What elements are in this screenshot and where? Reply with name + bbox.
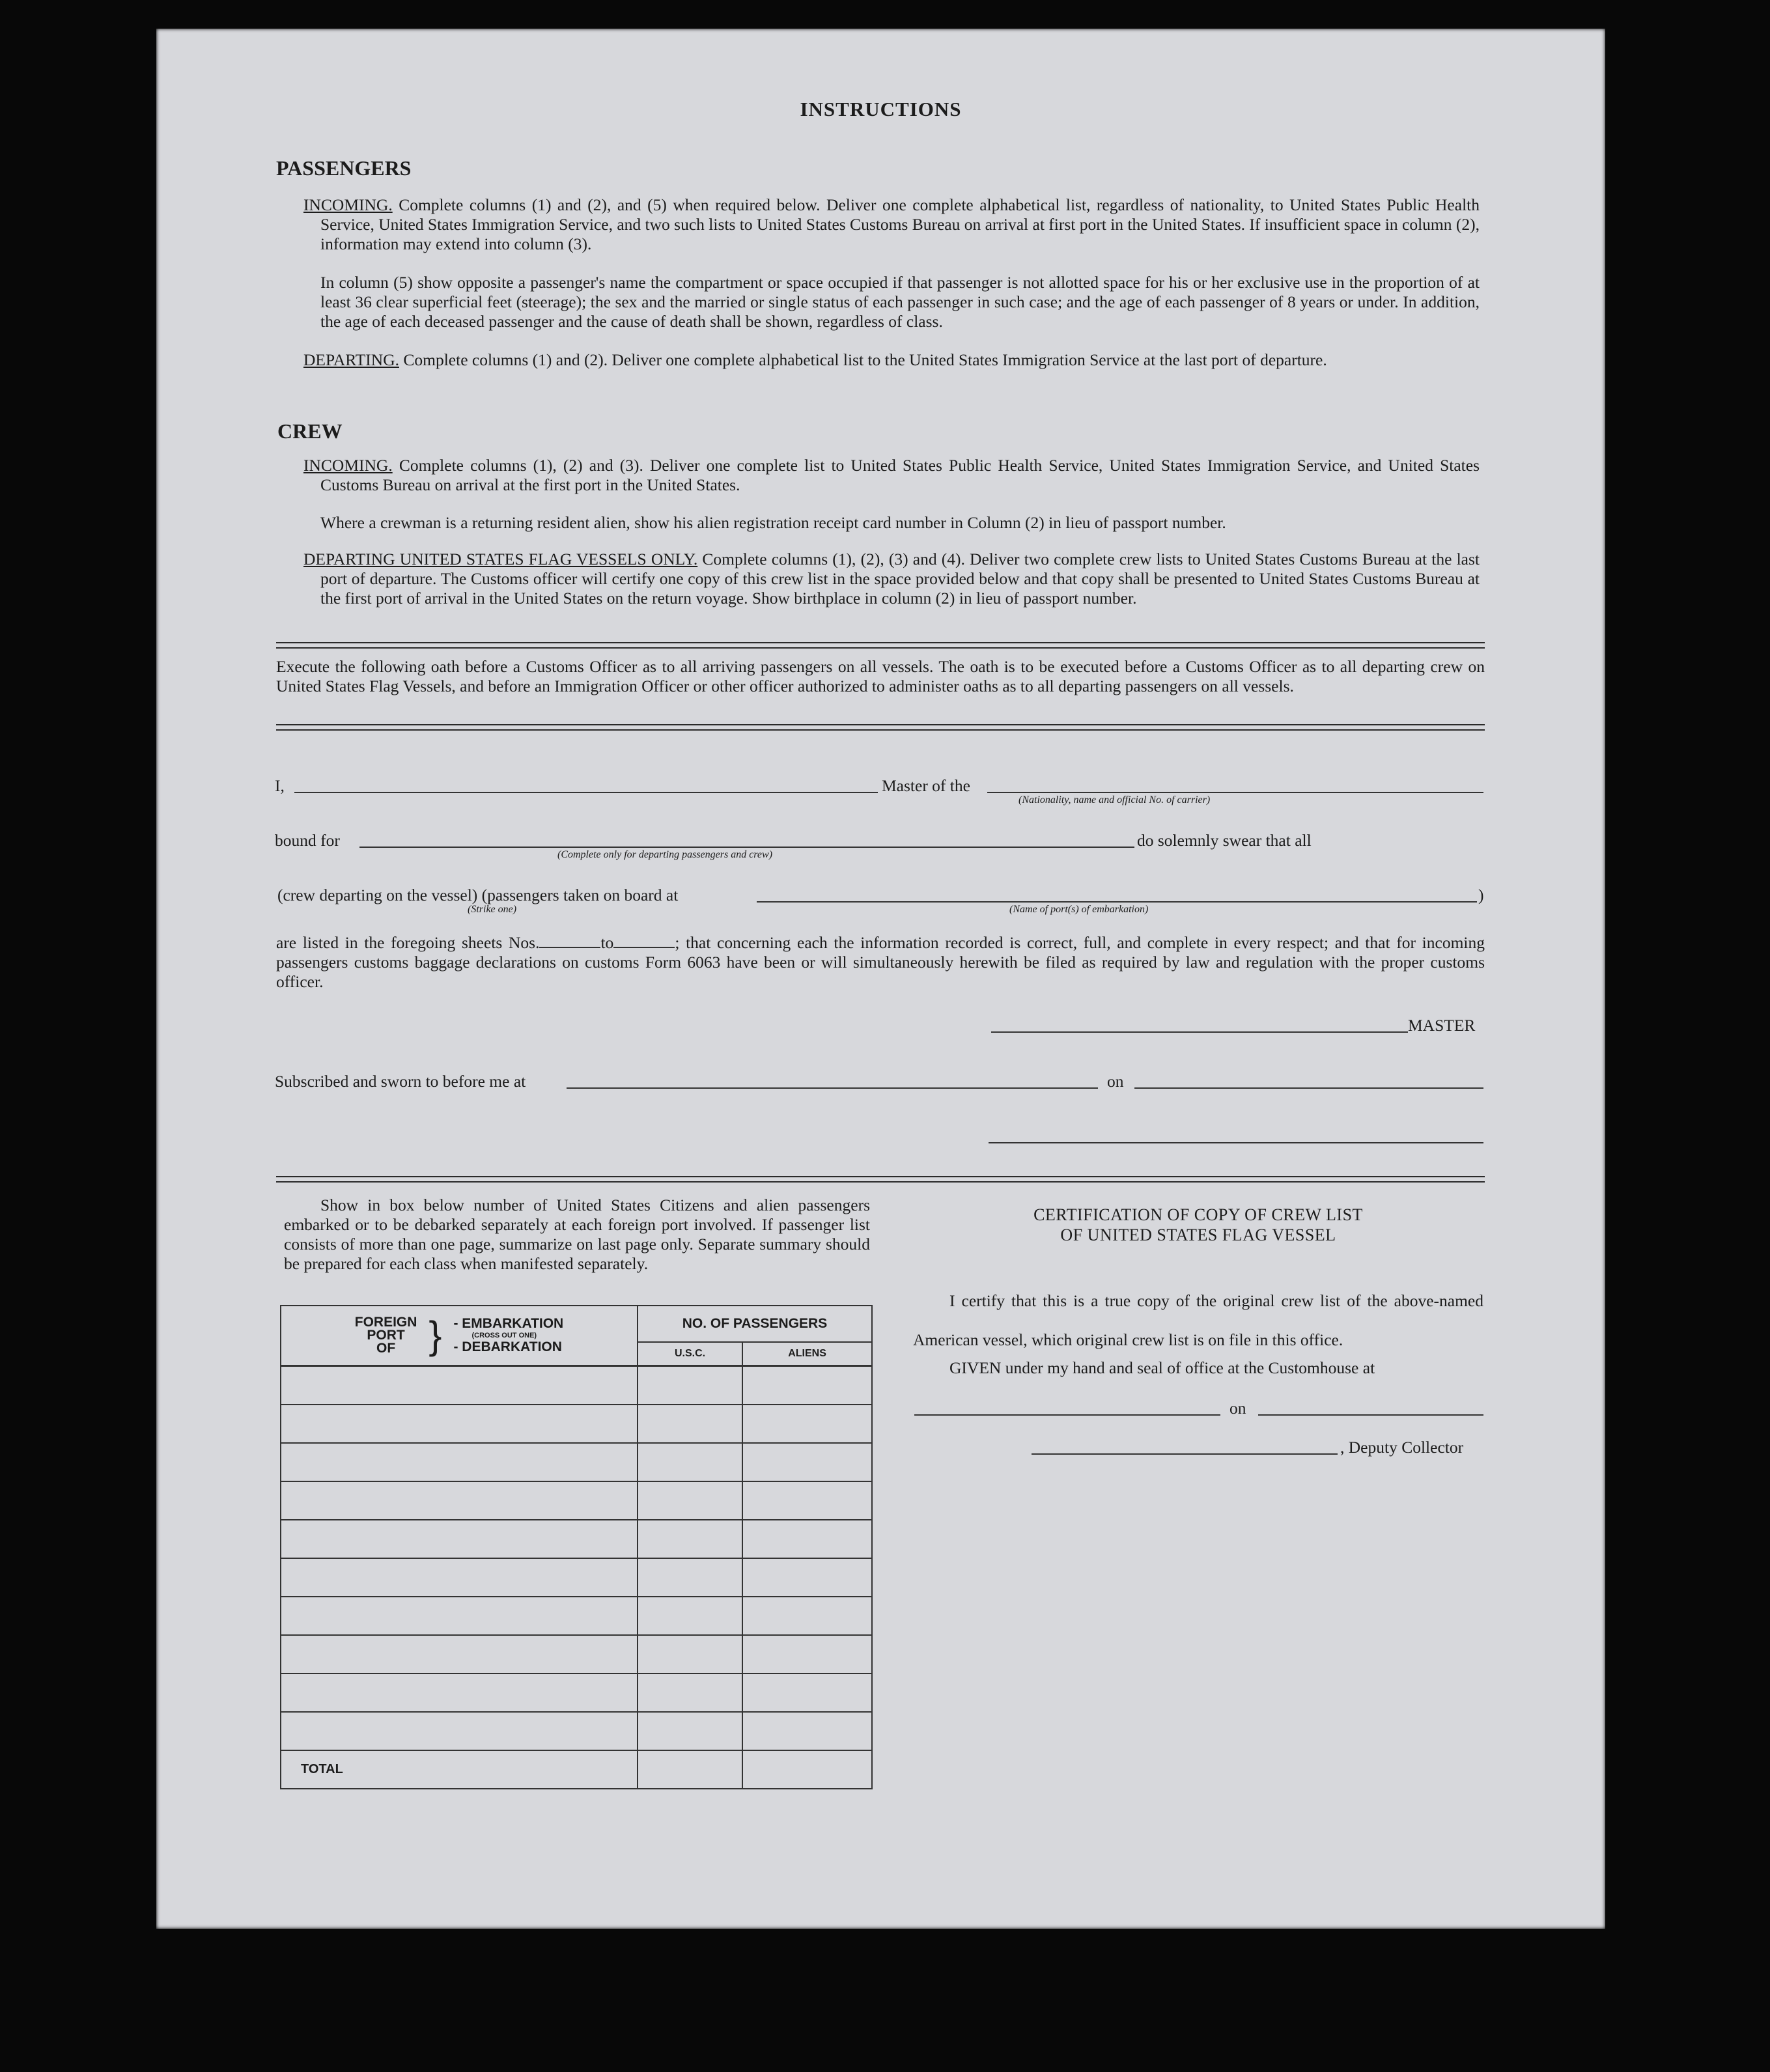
aliens-cell[interactable] [742, 1481, 872, 1520]
brace-icon: } [428, 1313, 442, 1357]
certification-heading-line1: CERTIFICATION OF COPY OF CREW LIST [1033, 1205, 1363, 1224]
crew-departing-label: DEPARTING UNITED STATES FLAG VESSELS ONLY. [303, 550, 698, 568]
summary-note: Show in box below number of United States Citizens and alien passengers embarked or to be debarked separately at each foreign port involved. If passenger list consists of more than one page, summarize on last page only. Separate summary should be prepared for each class when manifested separately. [284, 1196, 870, 1273]
aliens-cell[interactable] [742, 1520, 872, 1558]
deputy-collector: , Deputy Collector [1340, 1438, 1464, 1457]
passenger-summary-table [280, 1305, 873, 1789]
crew-departing-text: Complete columns (1), (2), (3) and (4). Deliver two complete crew lists to United States Customs Bureau at the last port of departure. The Customs officer will certify one copy of this crew list in the space provided below and that copy shall be presented to United States Customs Bureau at the first port of arrival in the United States on the return voyage. Show birthplace in column (2) in lieu of passport number. [320, 550, 1480, 608]
sworn-on: on [1107, 1072, 1124, 1091]
port-hint: (Name of port(s) of embarkation) [1009, 904, 1149, 915]
port-cell[interactable] [281, 1481, 638, 1520]
port-cell[interactable] [281, 1597, 638, 1635]
port-cell[interactable] [281, 1673, 638, 1712]
table-row [281, 1366, 872, 1405]
instructions-title: INSTRUCTIONS [800, 98, 962, 120]
listed-paragraph [276, 932, 1485, 992]
usc-cell[interactable] [638, 1481, 742, 1520]
bound-for-line[interactable] [359, 847, 1134, 848]
subscribed-text: Subscribed and sworn to before me at [275, 1072, 526, 1091]
listed-to: to [600, 933, 614, 952]
divider-double [276, 724, 1485, 731]
sworn-place-line[interactable] [567, 1087, 1098, 1089]
port-cell[interactable] [281, 1712, 638, 1750]
strike-one-hint: (Strike one) [468, 904, 517, 915]
certification-heading [892, 1205, 1504, 1245]
carrier-hint: (Nationality, name and official No. of carrier) [1018, 794, 1211, 805]
usc-cell[interactable] [638, 1558, 742, 1597]
port-cell[interactable] [281, 1558, 638, 1597]
table-row [281, 1635, 872, 1673]
master-signature-line[interactable] [991, 1031, 1408, 1033]
foreign-port-of: FOREIGN PORT OF [354, 1315, 417, 1356]
debarkation-label: - DEBARKATION [453, 1339, 562, 1354]
crew-incoming-paragraph [303, 456, 1480, 495]
crew-passengers-text: (crew departing on the vessel) (passengers taken on board at [277, 886, 679, 904]
aliens-cell[interactable] [742, 1597, 872, 1635]
aliens-cell[interactable] [742, 1635, 872, 1673]
table-row [281, 1443, 872, 1481]
crew-heading: CREW [277, 419, 343, 443]
table-row [281, 1405, 872, 1443]
usc-cell[interactable] [638, 1520, 742, 1558]
table-row [281, 1481, 872, 1520]
aliens-cell[interactable] [742, 1558, 872, 1597]
master-of-the: Master of the [882, 776, 970, 795]
aliens-cell[interactable] [742, 1673, 872, 1712]
carrier-line[interactable] [987, 792, 1483, 793]
port-cell[interactable] [281, 1405, 638, 1443]
total-label: TOTAL [281, 1750, 638, 1789]
usc-header: U.S.C. [638, 1342, 742, 1366]
table-row [281, 1673, 872, 1712]
listed-text-b: ; that concerning each the information recorded is correct, full, and complete in every respect; and that for incoming passengers customs baggage declarations on customs Form 6063 have been or will simultaneously herewith be filed as required by law and regulation with the proper customs officer. [276, 933, 1485, 991]
passengers-departing-text: Complete columns (1) and (2). Deliver one complete alphabetical list to the United States Immigration Service at the last port of departure. [399, 350, 1327, 369]
table-row [281, 1712, 872, 1750]
port-cell[interactable] [281, 1443, 638, 1481]
aliens-header: ALIENS [742, 1342, 872, 1366]
port-header [281, 1306, 638, 1366]
port-cell[interactable] [281, 1520, 638, 1558]
usc-cell[interactable] [638, 1673, 742, 1712]
bound-hint: (Complete only for departing passengers and crew) [557, 849, 773, 860]
form-sheet [156, 29, 1605, 1929]
bound-for: bound for [275, 831, 340, 850]
usc-cell[interactable] [638, 1597, 742, 1635]
total-row [281, 1750, 872, 1789]
embarkation-port-line[interactable] [757, 901, 1477, 903]
aliens-cell[interactable] [742, 1366, 872, 1405]
master-name-line[interactable] [294, 792, 878, 793]
master-label: MASTER [1408, 1016, 1476, 1035]
passengers-departing-paragraph [303, 350, 1480, 370]
cross-out-hint: (CROSS OUT ONE) [471, 1332, 537, 1339]
customhouse-line[interactable] [914, 1414, 1220, 1416]
passengers-departing-label: DEPARTING. [303, 350, 399, 369]
divider-double [276, 1176, 1485, 1183]
sheet-from-line[interactable] [539, 932, 600, 948]
usc-cell[interactable] [638, 1366, 742, 1405]
crew-incoming-text: Complete columns (1), (2) and (3). Deliver one complete list to United States Public Health Service, United States Immigration Service, and United States Customs Bureau on arrival at the first port in the United States. [320, 456, 1480, 494]
usc-cell[interactable] [638, 1635, 742, 1673]
passengers-heading: PASSENGERS [276, 156, 412, 180]
given-text: GIVEN under my hand and seal of office at the Customhouse at [949, 1358, 1375, 1377]
passengers-incoming-label: INCOMING. [303, 195, 393, 214]
crew-departing-paragraph [303, 550, 1480, 608]
sworn-date-line[interactable] [1134, 1087, 1483, 1089]
oath-i: I, [275, 776, 285, 795]
table-row [281, 1597, 872, 1635]
aliens-cell[interactable] [742, 1712, 872, 1750]
sheet-to-line[interactable] [613, 932, 675, 948]
passengers-incoming-paragraph [303, 195, 1480, 254]
table-row [281, 1558, 872, 1597]
aliens-cell[interactable] [742, 1443, 872, 1481]
port-cell[interactable] [281, 1635, 638, 1673]
close-paren: ) [1478, 886, 1484, 904]
crew-incoming-label: INCOMING. [303, 456, 393, 475]
passengers-column5-paragraph: In column (5) show opposite a passenger's name the compartment or space occupied if that passenger is not allotted space for his or her exclusive use in the proportion of at least 36 clear superficial feet (steerage); the sex and the married or single status of each passenger in such case; and the age of each passenger of 8 years or under. In addition, the age of each deceased passenger and the cause of death shall be shown, regardless of class. [320, 273, 1480, 331]
aliens-cell[interactable] [742, 1405, 872, 1443]
deputy-signature-line[interactable] [1032, 1453, 1338, 1455]
divider-double [276, 642, 1485, 649]
no-passengers-header: NO. OF PASSENGERS [638, 1306, 872, 1342]
swear-text: do solemnly swear that all [1137, 831, 1312, 850]
port-cell[interactable] [281, 1366, 638, 1405]
oath-note: Execute the following oath before a Customs Officer as to all arriving passengers on all vessels. The oath is to be executed before a Customs Officer as to all departing crew on United States Flag Vessels, and before an Immigration Officer or other officer authorized to administer oaths as to all departing passengers on all vessels. [276, 657, 1485, 695]
table-row [281, 1520, 872, 1558]
usc-cell[interactable] [638, 1712, 742, 1750]
total-usc-cell[interactable] [638, 1750, 742, 1789]
usc-cell[interactable] [638, 1443, 742, 1481]
listed-text-a: are listed in the foregoing sheets Nos. [276, 933, 540, 952]
total-aliens-cell[interactable] [742, 1750, 872, 1789]
embarkation-label: - EMBARKATION [453, 1316, 564, 1331]
crew-resident-paragraph: Where a crewman is a returning resident alien, show his alien registration receipt card number in Column (2) in lieu of passport number. [320, 513, 1226, 532]
certification-heading-line2: OF UNITED STATES FLAG VESSEL [1060, 1225, 1336, 1244]
usc-cell[interactable] [638, 1405, 742, 1443]
certify-text: I certify that this is a true copy of the original crew list of the above-named American vessel, which original crew list is on file in this office. [913, 1291, 1483, 1349]
cert-date-line[interactable] [1258, 1414, 1483, 1416]
cert-on: on [1229, 1399, 1246, 1418]
passengers-incoming-text: Complete columns (1) and (2), and (5) when required below. Deliver one complete alphabetical list, regardless of nationality, to United States Public Health Service, United States Immigration Service, and two such lists to United States Customs Bureau on arrival at first port in the United States. If insufficient space in column (2), information may extend into column (3). [320, 195, 1480, 253]
officer-signature-line[interactable] [989, 1142, 1483, 1143]
